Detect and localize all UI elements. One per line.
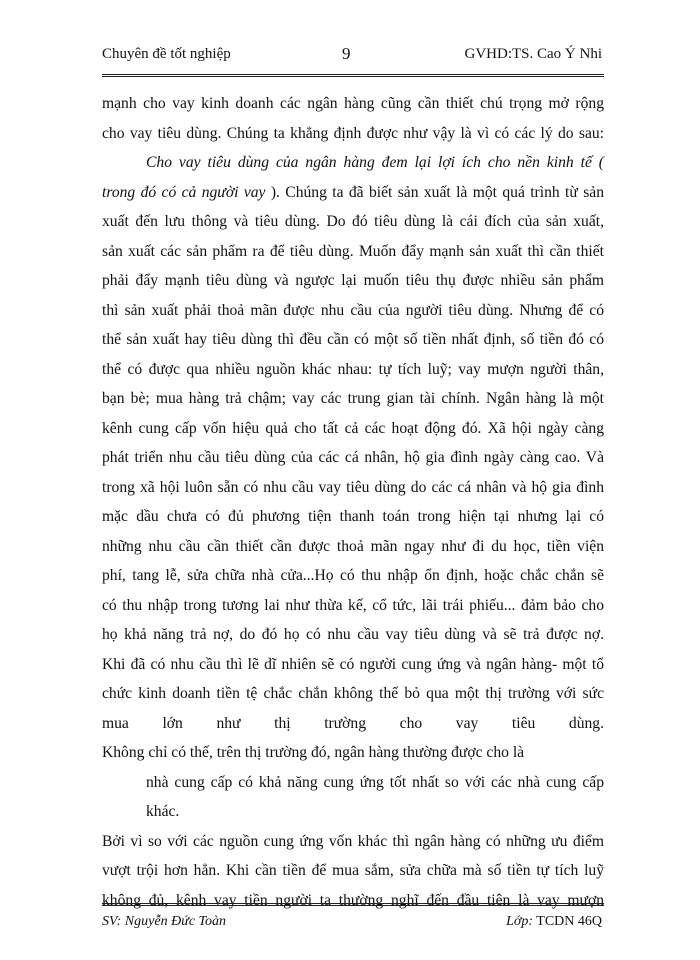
- text-line: mặc dầu chưa có đủ phương tiện thanh toán trong hiện tại nhưng lại có: [102, 508, 604, 525]
- text-line: trong xã hội luôn sẵn có nhu cầu vay tiêu dùng do các cá nhân và hộ gia đình: [102, 478, 604, 496]
- header-rule: [102, 74, 604, 75]
- footer-class-label: Lớp:: [506, 914, 534, 929]
- text-line: mạnh cho vay kinh doanh các ngân hàng cũng cần thiết chú trọng mở rộng: [102, 95, 604, 112]
- text-line: vượt trội hơn hẳn. Khi cần tiền để mua sắm, sửa chữa mà số tiền tự tích luỹ: [102, 862, 604, 879]
- footer-rule: [102, 903, 604, 904]
- text-line: Bởi vì so với các nguồn cung ứng vốn khác thì ngân hàng có những ưu điểm: [102, 832, 604, 850]
- text-line: không đủ, kênh vay tiền người ta thường nghĩ đến đầu tiên là vay mượn: [102, 891, 604, 909]
- text-line: có thu nhập trong tương lai như thừa kế, cổ tức, lãi trái phiếu... đảm bảo cho: [102, 596, 604, 614]
- text-line: bạn bè; mua hàng trả chậm; vay các trung gian tài chính. Ngân hàng là một: [102, 390, 604, 407]
- text-line: cho vay tiêu dùng. Chúng ta khẳng định được như vậy là vì có các lý do sau:: [102, 124, 604, 142]
- text-line: phải đẩy mạnh tiêu dùng và ngược lại muốn tiêu thụ được nhiều sản phẩm: [102, 272, 604, 289]
- header-page-number: 9: [342, 44, 351, 63]
- text-line: phí, tang lễ, sửa chữa nhà cửa...Họ có thu nhập ổn định, hoặc chắc chắn sẽ: [102, 567, 604, 584]
- text-line: họ khả năng trả nợ, do đó họ có nhu cầu vay tiêu dùng và sẽ trả được nợ.: [102, 626, 604, 643]
- page-header: [102, 34, 602, 74]
- text-line: Không chỉ có thế, trên thị trường đó, ngân hàng thường được cho là: [102, 744, 525, 761]
- footer-class: [506, 910, 602, 934]
- footer-rule-double: [102, 905, 604, 906]
- footer-student: SV: Nguyễn Đức Toàn: [102, 914, 227, 929]
- header-rule-double: [102, 76, 604, 77]
- text-line: kênh cung cấp vốn hiệu quả cho tất cả các hoạt động đó. Xã hội ngày càng: [102, 419, 604, 437]
- text-span: ). Chúng ta đã biết sản xuất là một quá trình từ sản: [265, 183, 604, 201]
- text-line: nhà cung cấp có khả năng cung ứng tốt nhất so với các nhà cung cấp khác.: [146, 773, 604, 820]
- text-line: chức kinh doanh tiền tệ chắc chắn không thể bỏ qua một thị trường với sức: [102, 685, 604, 702]
- text-line-mixed: [102, 178, 604, 208]
- text-line: thể có được qua nhiều nguồn khác nhau: tự tích luỹ; vay mượn người thân,: [102, 360, 604, 378]
- text-line: phát triển nhu cầu tiêu dùng của các cá nhân, hộ gia đình ngày càng cao. Và: [102, 449, 604, 466]
- text-line: sản xuất các sản phẩm ra để tiêu dùng. Muốn đẩy mạnh sản xuất thì cần thiết: [102, 242, 604, 260]
- text-line: những nhu cầu cần thiết cần được thoả mãn ngay như đi du học, tiền viện: [102, 537, 604, 555]
- text-line: mua lớn như thị trường cho vay tiêu dùng.: [102, 714, 604, 732]
- page-footer: [102, 910, 602, 934]
- header-doc-title: Chuyên đề tốt nghiệp: [102, 46, 231, 62]
- body-text: [102, 89, 604, 915]
- footer-class-value: TCDN 46Q: [533, 914, 602, 929]
- italic-phrase: trong đó có cả người vay: [102, 183, 266, 201]
- header-advisor: GVHD:TS. Cao Ý Nhi: [464, 46, 602, 62]
- text-line: Cho vay tiêu dùng của ngân hàng đem lại lợi ích cho nền kinh tế (: [146, 154, 604, 171]
- text-line: thì sản xuất phải thoả mãn được nhu cầu của người tiêu dùng. Nhưng để có: [102, 301, 604, 319]
- text-line: thể sản xuất hay tiêu dùng thì đều cần có một số tiền nhất định, số tiền đó có: [102, 331, 604, 348]
- text-line: xuất đến lưu thông và tiêu dùng. Do đó tiêu dùng là cái đích của sản xuất,: [102, 213, 604, 230]
- text-line: Khi đã có nhu cầu thì lẽ dĩ nhiên sẽ có người cung ứng và ngân hàng- một tổ: [102, 655, 604, 673]
